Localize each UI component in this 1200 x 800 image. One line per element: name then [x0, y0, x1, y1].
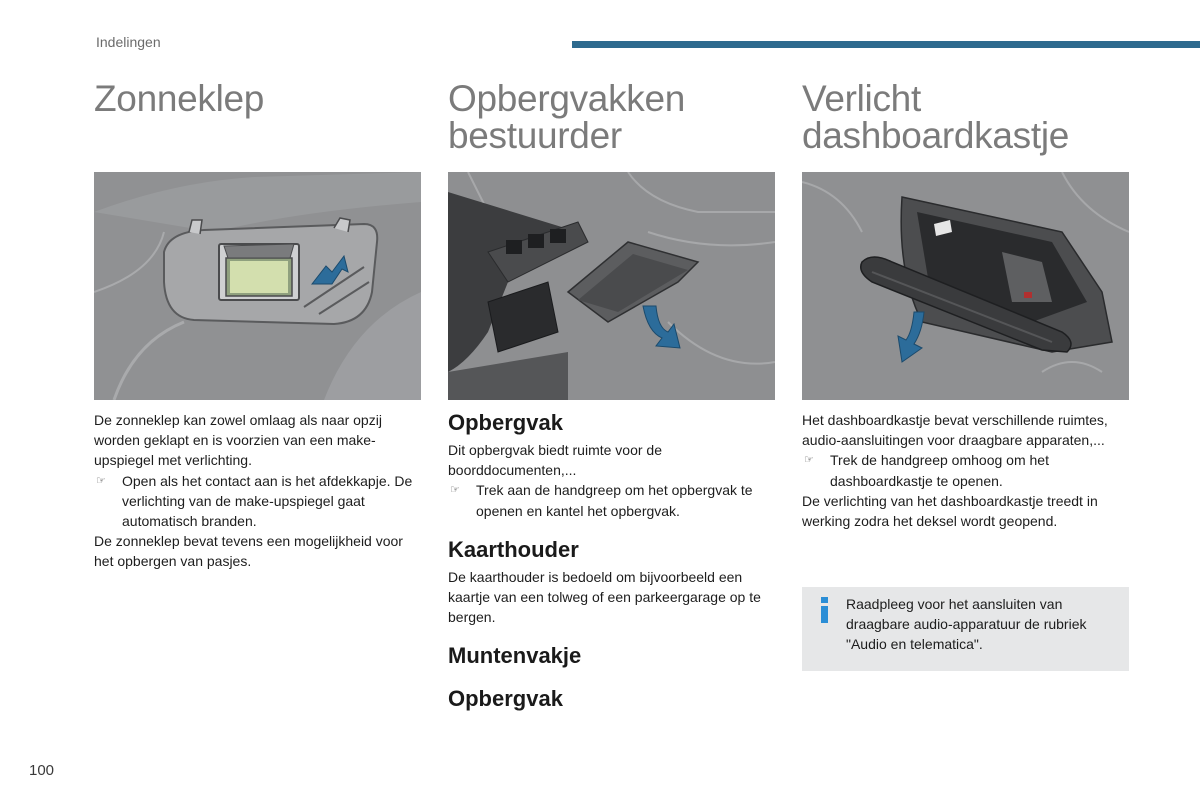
bullet-item: ☞ Trek aan de handgreep om het opbergvak te openen en kantel het opbergvak.: [448, 480, 776, 520]
paragraph: Dit opbergvak biedt ruimte voor de boorddocumenten,...: [448, 442, 662, 479]
info-note: [802, 587, 1129, 671]
section-label: Indelingen: [96, 34, 161, 50]
page-number: 100: [29, 762, 55, 779]
subheading-coin-tray: Muntenvakje: [448, 643, 582, 669]
paragraph: De zonneklep bevat tevens een mogelijkheid voor het opbergen van pasjes.: [94, 533, 403, 570]
glovebox-text: [802, 410, 1130, 531]
pointing-hand-icon: ☞: [450, 484, 460, 497]
pointing-hand-icon: ☞: [96, 474, 106, 487]
header-accent-bar: [572, 41, 1200, 48]
subheading-storage: Opbergvak: [448, 410, 563, 435]
subheading-storage-2: Opbergvak: [448, 686, 563, 712]
bullet-item: ☞ Trek de handgreep omhoog om het dashboardkastje te openen.: [802, 450, 1130, 490]
column-glovebox: [802, 78, 1130, 653]
paragraph: De zonneklep kan zowel omlaag als naar opzij worden geklapt en is voorzien van een make-upspiegel met verlichting.: [94, 412, 382, 469]
column-sun-visor: [94, 78, 422, 570]
info-text: Raadpleeg voor het aansluiten van draagbare audio-apparatuur de rubriek "Audio en telematica".: [846, 596, 1087, 653]
subheading-card-holder: Kaarthouder: [448, 536, 579, 562]
glovebox-illustration: [802, 172, 1129, 400]
page-title-driver-storage: Opbergvakken bestuurder: [448, 78, 686, 156]
paragraph: De kaarthouder is bedoeld om bijvoorbeeld een kaartje van een tolweg of een parkeergarage op te bergen.: [448, 568, 761, 626]
paragraph: Het dashboardkastje bevat verschillende ruimtes, audio-aansluitingen voor draagbare apparaten,...: [802, 412, 1108, 449]
sun-visor-illustration: [94, 172, 421, 400]
column-driver-storage: [448, 78, 776, 712]
page-title-glovebox: Verlicht dashboardkastje: [802, 78, 1070, 156]
page-title-sun-visor: Zonneklep: [94, 78, 265, 119]
paragraph: De verlichting van het dashboardkastje treedt in werking zodra het deksel wordt geopend.: [802, 492, 1098, 530]
bullet-item: ☞ Open als het contact aan is het afdekkapje. De verlichting van de make-upspiegel gaat automatisch branden.: [94, 471, 422, 532]
info-icon: [819, 597, 831, 623]
driver-storage-illustration: [448, 172, 775, 400]
sun-visor-text: [94, 410, 422, 572]
pointing-hand-icon: ☞: [804, 454, 814, 467]
driver-storage-text: [448, 410, 776, 712]
